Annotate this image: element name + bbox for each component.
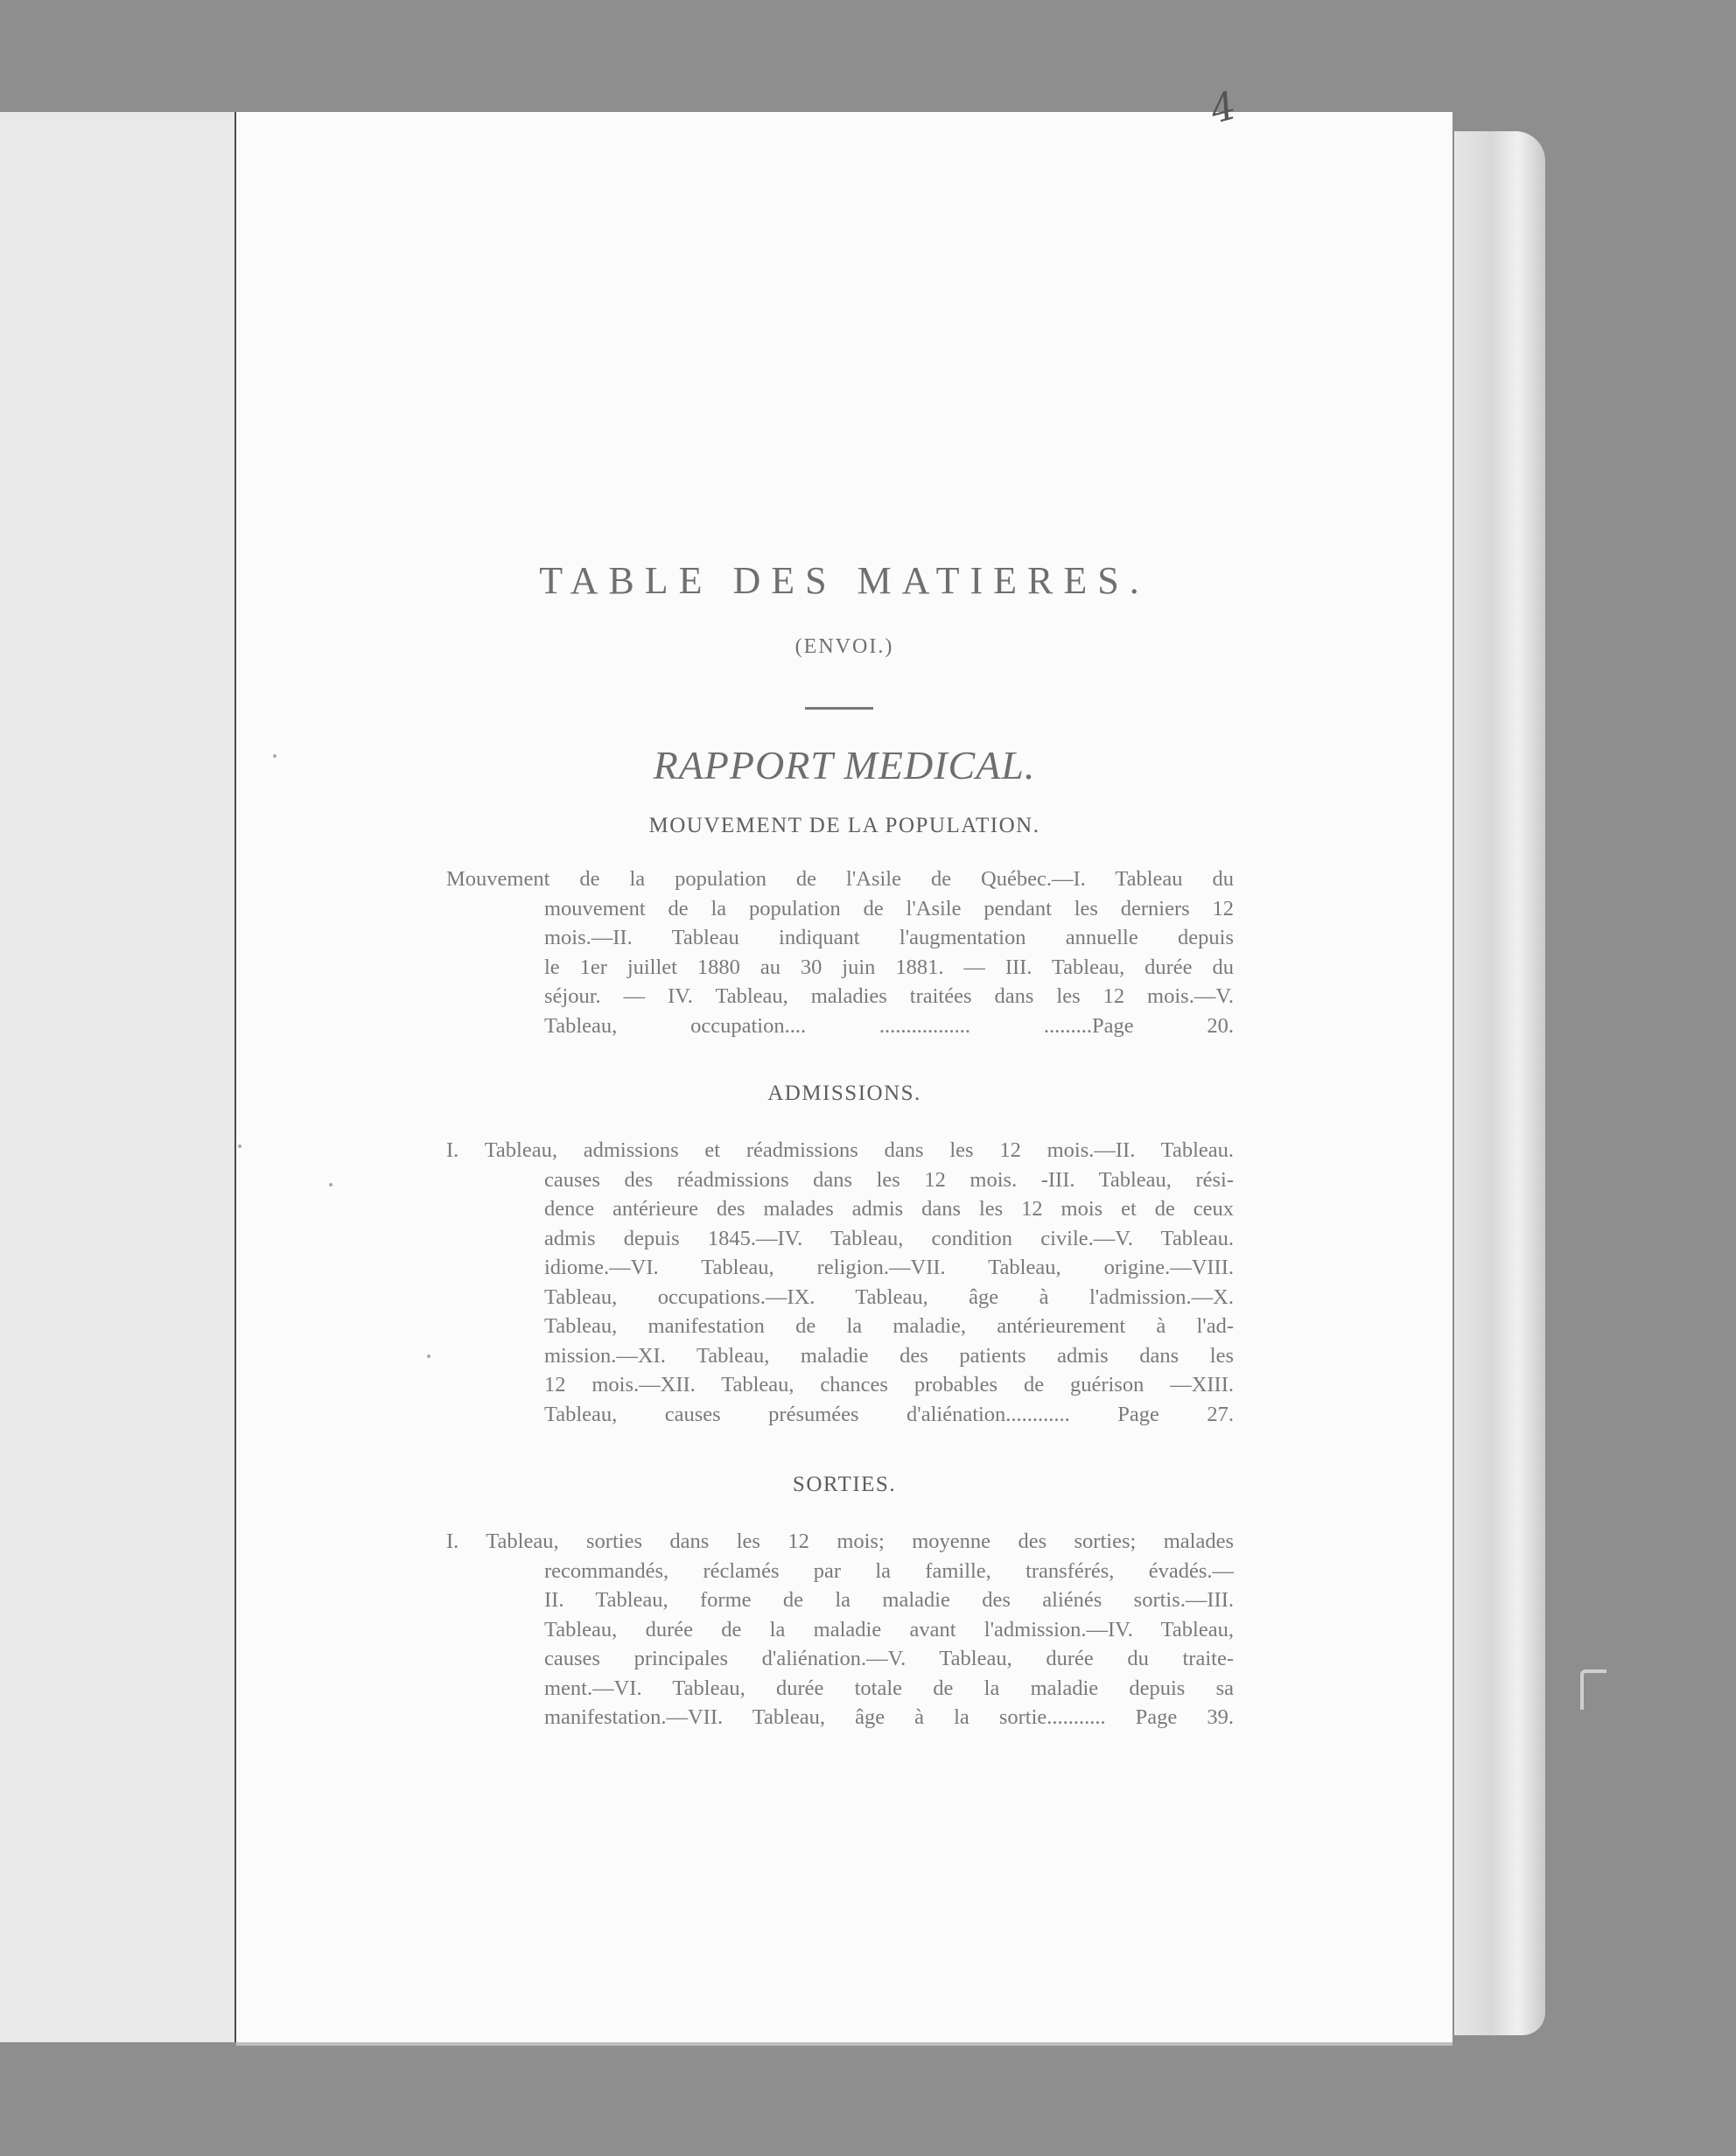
page-title: TABLE DES MATIERES. bbox=[539, 559, 1150, 602]
toc-line: Tableau, manifestation de la maladie, antérieurement à l'ad- bbox=[544, 1314, 1234, 1338]
toc-line: causes des réadmissions dans les 12 mois. -III. Tableau, rési- bbox=[544, 1167, 1234, 1192]
toc-line: I. Tableau, sorties dans les 12 mois; moyenne des sorties; malades bbox=[446, 1530, 1234, 1553]
paper-speck bbox=[329, 1183, 332, 1186]
paper-speck bbox=[238, 1144, 242, 1148]
section-title: RAPPORT MEDICAL. bbox=[653, 743, 1036, 788]
toc-entry-mouvement bbox=[446, 864, 1234, 1040]
toc-line: le 1er juillet 1880 au 30 juin 1881. — III. Tableau, durée du bbox=[544, 955, 1234, 979]
toc-line: idiome.—VI. Tableau, religion.—VII. Tableau, origine.—VIII. bbox=[544, 1256, 1234, 1279]
divider-rule bbox=[805, 707, 873, 710]
toc-line: mission.—XI. Tableau, maladie des patients admis dans les bbox=[544, 1343, 1234, 1368]
toc-line: mouvement de la population de l'Asile pendant les derniers 12 bbox=[544, 896, 1234, 920]
toc-line: admis depuis 1845.—IV. Tableau, condition civile.—V. Tableau. bbox=[544, 1226, 1234, 1250]
page-number-mark: 4 bbox=[1205, 83, 1242, 133]
toc-line: Tableau, causes présumées d'aliénation............ Page 27. bbox=[544, 1402, 1234, 1426]
toc-line: recommandés, réclamés par la famille, transférés, évadés.— bbox=[544, 1558, 1234, 1583]
section-heading-mouvement: MOUVEMENT DE LA POPULATION. bbox=[648, 814, 1040, 837]
page-stack-edge bbox=[1454, 131, 1545, 2035]
toc-line: ment.—VI. Tableau, durée totale de la maladie depuis sa bbox=[544, 1676, 1234, 1700]
facing-page-edge bbox=[0, 112, 237, 2042]
toc-line: Tableau, durée de la maladie avant l'admission.—IV. Tableau, bbox=[544, 1617, 1234, 1642]
margin-bracket-mark bbox=[1580, 1670, 1606, 1710]
toc-line: manifestation.—VII. Tableau, âge à la sortie........... Page 39. bbox=[544, 1705, 1234, 1729]
paper-speck bbox=[427, 1354, 430, 1358]
section-heading-sorties: SORTIES. bbox=[792, 1473, 897, 1496]
toc-line: causes principales d'aliénation.—V. Tableau, durée du traite- bbox=[544, 1647, 1234, 1670]
toc-line: II. Tableau, forme de la maladie des aliénés sortis.—III. bbox=[544, 1588, 1234, 1612]
envoi-label: (ENVOI.) bbox=[794, 635, 894, 658]
toc-line: Mouvement de la population de l'Asile de Québec.—I. Tableau du bbox=[446, 867, 1234, 891]
toc-entry-sorties bbox=[446, 1527, 1234, 1732]
toc-line: 12 mois.—XII. Tableau, chances probables de guérison —XIII. bbox=[544, 1373, 1234, 1396]
toc-line: Tableau, occupations.—IX. Tableau, âge à l'admission.—X. bbox=[544, 1284, 1234, 1309]
toc-line: I. Tableau, admissions et réadmissions dans les 12 mois.—II. Tableau. bbox=[446, 1138, 1234, 1162]
document-page bbox=[236, 112, 1452, 2046]
toc-line: Tableau, occupation.... ................. .........Page 20. bbox=[544, 1013, 1234, 1038]
toc-line: mois.—II. Tableau indiquant l'augmentation annuelle depuis bbox=[544, 926, 1234, 949]
toc-entry-admissions bbox=[446, 1136, 1234, 1429]
toc-line: dence antérieure des malades admis dans les 12 mois et de ceux bbox=[544, 1197, 1234, 1221]
section-heading-admissions: ADMISSIONS. bbox=[767, 1082, 921, 1105]
toc-line: séjour. — IV. Tableau, maladies traitées dans les 12 mois.—V. bbox=[544, 984, 1234, 1008]
